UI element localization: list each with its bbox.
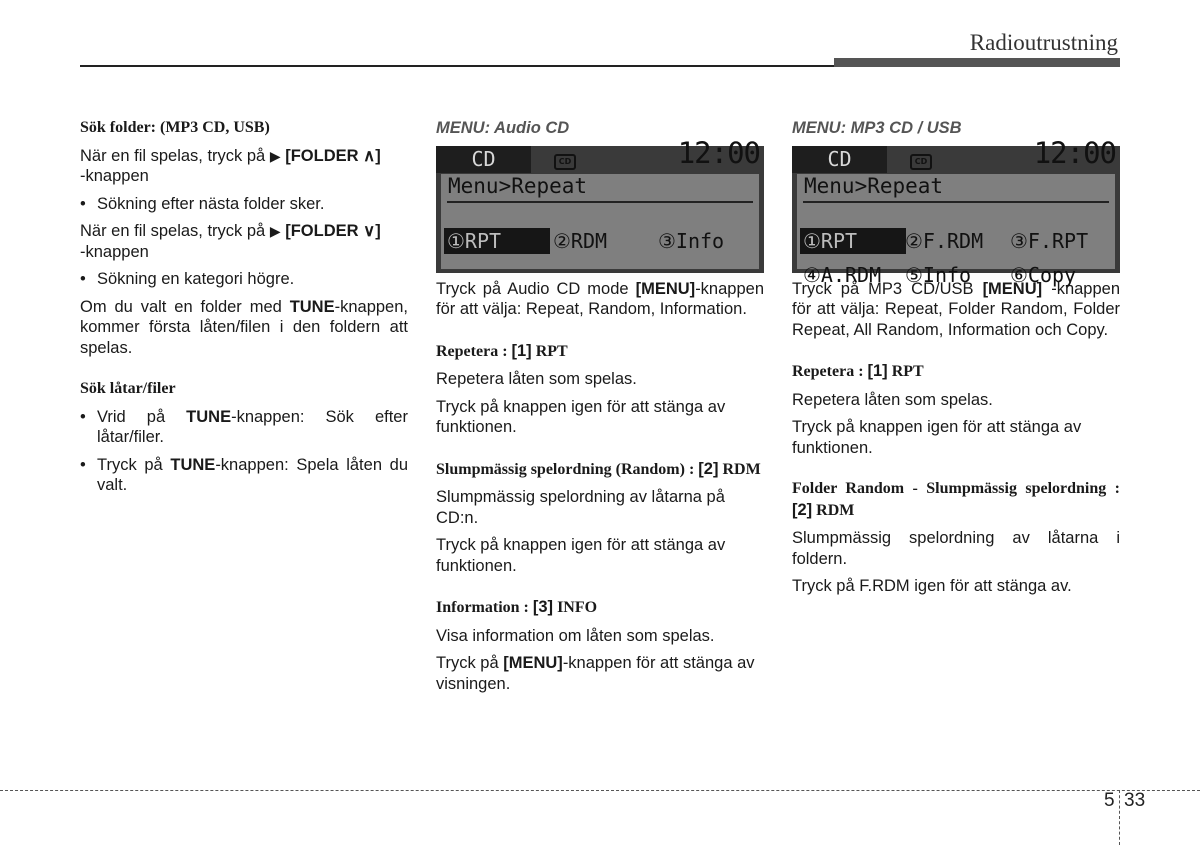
display-mode-label: CD [436,146,531,173]
tune-key: TUNE [289,297,335,316]
radio-display-audio-cd [436,135,764,273]
heading-random [436,459,764,481]
menu-key: [MENU] [982,279,1043,298]
paragraph-audio-cd-intro [436,279,764,320]
key: [2] [698,459,719,478]
column-mp3-usb [792,118,1120,604]
display-option-rpt: ①RPT [444,228,550,254]
paragraph: Repetera låten som spelas. [792,390,993,409]
play-arrow-icon: ▶ [269,147,281,164]
display-option-info: ⑤Info [905,262,972,287]
menu-heading-audio-cd: MENU: Audio CD [436,119,570,137]
header-bar [834,58,1120,67]
paragraph: Tryck på knappen igen för att stänga av funktionen. [436,397,726,436]
text: RPT [531,342,568,360]
display-screen [797,173,1115,287]
key: [2] [792,500,813,519]
text: -knappen, kommer första låten/filen i den foldern att spelas. [80,297,408,357]
text: -knappen: Sök efter låtar/filer. [97,407,408,446]
display-mode-label: CD [792,146,887,173]
heading-repeat [436,341,764,363]
text: -knappen för att välja: Repeat, Folder Random, Folder Repeat, All Random, Information och Copy. [792,279,1121,339]
display-option-f-rpt: ③F.RPT [1010,228,1089,253]
text: Repetera : [436,342,512,360]
menu-key: [MENU] [635,279,696,298]
text: När en fil spelas, tryck på [80,222,270,240]
text: RPT [887,363,924,380]
bullet-press-tune [80,455,408,496]
display-screen [441,174,759,269]
text: Folder Random - Slumpmässig spelordning : [792,480,1120,497]
tune-key: TUNE [170,455,216,474]
menu-heading-mp3-usb: MENU: MP3 CD / USB [792,119,962,137]
text: Om du valt en folder med [80,297,290,316]
text: -knappen: Spela låten du valt. [97,455,409,494]
text: Slumpmässig spelordning (Random) : [436,460,699,478]
footer-dashed-rule [0,790,1200,791]
display-divider [447,201,753,203]
column-folder-search [80,118,408,503]
paragraph: Slumpmässig spelordning av låtarna på CD:n. [436,488,725,527]
text: -knappen [80,242,149,261]
paragraph: Tryck på knappen igen för att stänga av funktionen. [792,418,1082,457]
heading-search-tracks: Sök låtar/filer [80,380,176,397]
text: -knappen för att stänga av visningen. [436,654,755,693]
display-clock: 12:00 [1033,135,1116,170]
display-option-copy: ⑥Copy [1010,262,1077,287]
paragraph-folder-up [80,146,408,187]
page-number: 33 [1124,790,1146,811]
paragraph: Slumpmässig spelordning av låtarna i foldern. [792,529,1120,568]
column-audio-cd [436,118,764,701]
paragraph: Repetera låten som spelas. [436,370,637,388]
play-arrow-icon: ▶ [269,223,281,239]
display-clock: 12:00 [677,135,760,170]
cd-icon: CD [554,154,576,170]
display-option-rpt: ①RPT [800,228,906,254]
key: [1] [867,362,888,380]
bullet-category-up: • Sökning en kategori högre. [80,269,408,290]
tune-key: TUNE [186,407,232,426]
heading-folder-random [792,479,1120,521]
paragraph: Visa information om låten som spelas. [436,626,715,645]
display-option-rdm: ②RDM [553,228,608,253]
folder-up-key: [FOLDER ∧] [285,146,381,165]
display-option-a-rdm: ④A.RDM [803,262,882,287]
section-title: Radioutrustning [969,30,1118,55]
text: INFO [553,599,598,616]
text: RDM [812,501,855,519]
bullet-next-folder: • Sökning efter nästa folder sker. [80,194,408,215]
cd-icon: CD [910,154,932,170]
text: Tryck på MP3 CD/USB [792,279,983,298]
paragraph: Tryck på F.RDM igen för att stänga av. [792,577,1072,595]
bullet-turn-tune [80,407,408,448]
paragraph [436,653,764,694]
paragraph-folder-down [80,221,408,262]
text: -knappen [80,167,149,185]
display-option-info: ③Info [658,228,725,253]
display-divider [803,201,1109,203]
text: När en fil spelas, tryck på [80,146,270,165]
display-menu-title: Menu>Repeat [448,173,588,198]
text: Vrid på [97,407,187,426]
text: Tryck på Audio CD mode [436,279,636,298]
footer-dashed-divider [1119,790,1120,845]
paragraph-tune-folder [80,297,408,359]
display-option-f-rdm: ②F.RDM [905,228,984,253]
key: [1] [511,341,532,360]
text: Tryck på [436,654,504,672]
text: Tryck på [97,455,171,474]
key: [3] [532,598,554,616]
radio-display-mp3-usb [792,135,1120,287]
text: Information : [436,599,533,616]
heading-folder-search: Sök folder: (MP3 CD, USB) [80,119,270,136]
paragraph-mp3-usb-intro [792,279,1120,341]
heading-information [436,597,764,619]
menu-key: [MENU] [503,654,563,672]
text: -knappen för att välja: Repeat, Random, Information. [436,279,764,318]
page-chapter: 5 [1104,790,1115,811]
heading-repeat [792,361,1120,383]
text: Repetera : [792,363,868,380]
folder-down-key: [FOLDER ∨] [285,222,381,240]
paragraph: Tryck på knappen igen för att stänga av funktionen. [436,536,726,575]
text: RDM [718,460,761,478]
header-rule [80,65,834,67]
display-menu-title: Menu>Repeat [804,173,944,198]
